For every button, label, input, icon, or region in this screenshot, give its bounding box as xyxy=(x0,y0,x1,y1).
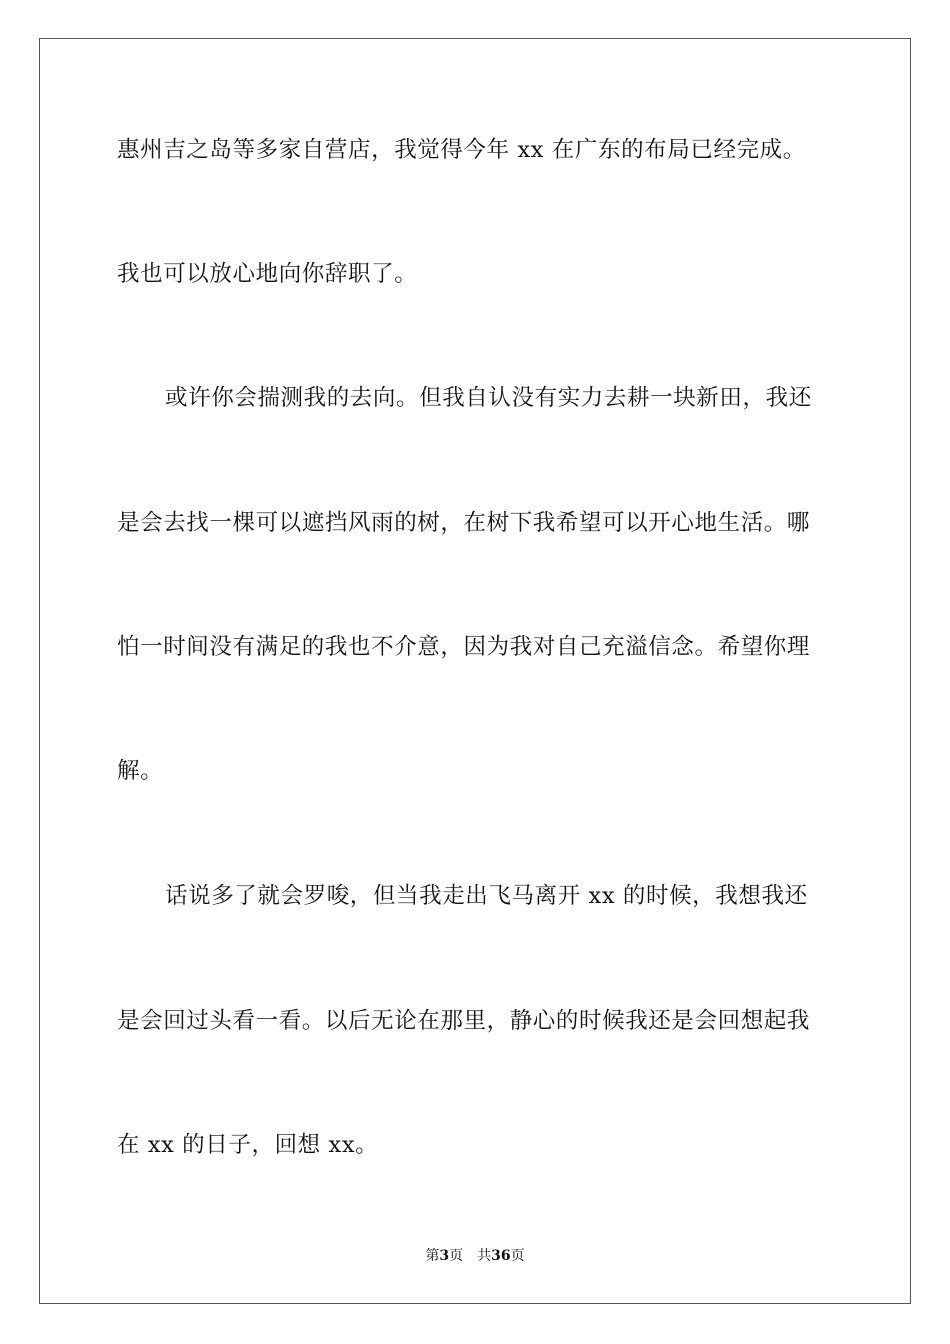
total-suffix: 页 xyxy=(510,1248,525,1264)
paragraph-line: 我也可以放心地向你辞职了。 xyxy=(117,261,418,287)
page-suffix: 页 xyxy=(449,1248,464,1264)
paragraph-line: 是会回过头看一看。以后无论在那里，静心的时候我还是会回想起我 xyxy=(117,1008,811,1034)
paragraph-line: 或许你会揣测我的去向。但我自认没有实力去耕一块新田，我还 xyxy=(165,385,812,411)
paragraph-line: 怕一时间没有满足的我也不介意，因为我对自己充溢信念。希望你理 xyxy=(117,634,811,660)
page-prefix: 第 xyxy=(425,1248,440,1264)
total-pages: 36 xyxy=(491,1248,511,1264)
paragraph-line: 解。 xyxy=(117,758,164,784)
paragraph-line: 在 xx 的日子，回想 xx。 xyxy=(117,1132,379,1158)
page-footer xyxy=(0,1246,950,1266)
paragraph-line: 惠州吉之岛等多家自营店，我觉得今年 xx 在广东的布局已经完成。 xyxy=(117,137,806,163)
paragraph-line: 话说多了就会罗唆，但当我走出飞马离开 xx 的时候，我想我还 xyxy=(165,883,808,909)
total-prefix: 共 xyxy=(477,1248,492,1264)
page-number: 3 xyxy=(439,1248,450,1264)
page-border xyxy=(39,38,911,1304)
paragraph-line: 是会去找一棵可以遮挡风雨的树，在树下我希望可以开心地生活。哪 xyxy=(117,510,811,536)
